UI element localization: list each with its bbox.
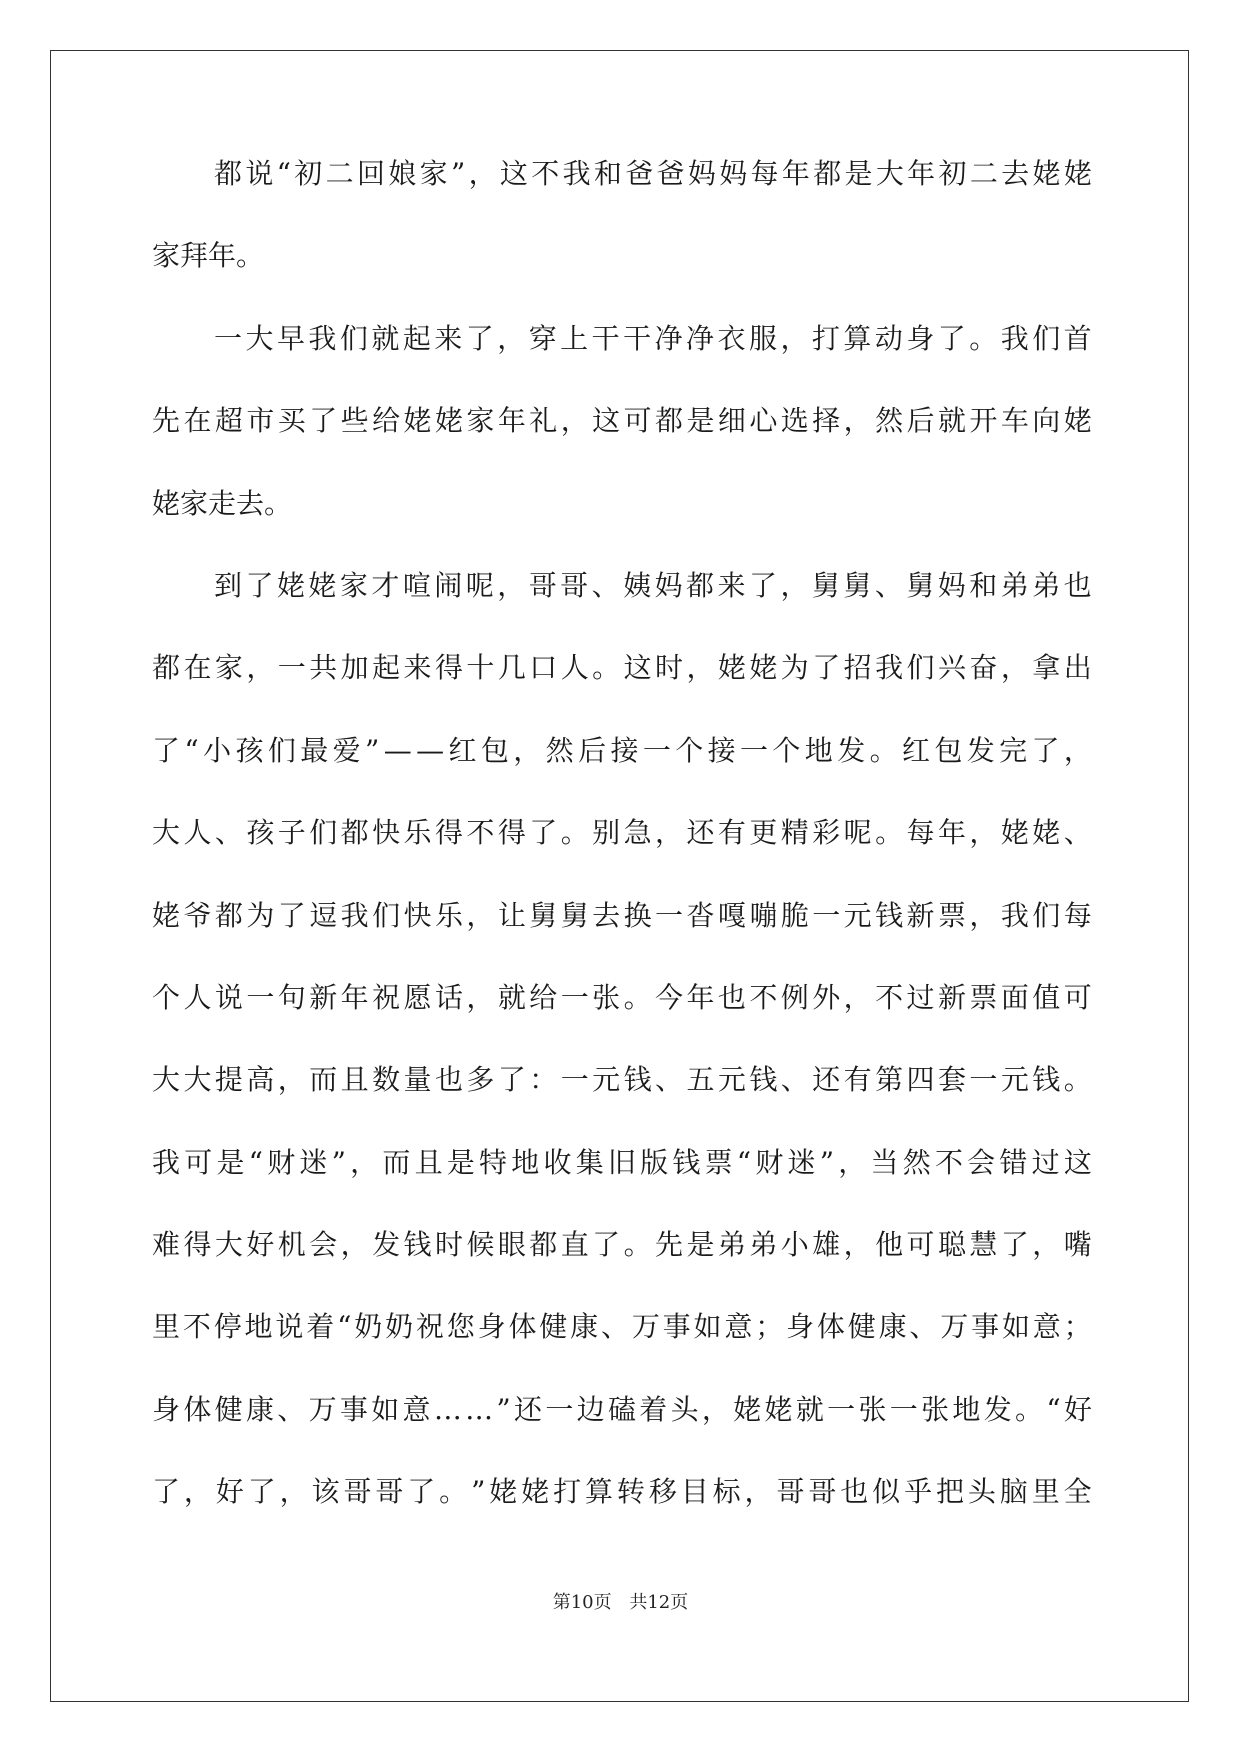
current-page-number: 第10页 [552,1592,612,1613]
text-line: 大 人 、 孩 子 们 都 快 乐 得 不 得 了 。 别 急 ， 还 有 更 精 彩 呢 。 每 年 ， 姥 姥 、 [152,816,1092,850]
text-line: 个 人 说 一 句 新 年 祝 愿 话 ， 就 给 一 张 。 今 年 也 不 例 外 ， 不 过 新 票 面 值 可 [152,980,1092,1014]
page-footer [0,1588,1241,1614]
text-line: 难 得 大 好 机 会 ， 发 钱 时 候 眼 都 直 了 。 先 是 弟 弟 小 雄 ， 他 可 聪 慧 了 ， 嘴 [152,1228,1092,1262]
text-line: 先 在 超 市 买 了 些 给 姥 姥 家 年 礼 ， 这 可 都 是 细 心 选 择 ， 然 后 就 开 车 向 姥 [152,404,1092,438]
text-line: 都 说 “ 初 二 回 娘 家 ” ， 这 不 我 和 爸 爸 妈 妈 每 年 都 是 大 年 初 二 去 姥 姥 [214,157,1092,190]
text-line: 我 可 是 “ 财 迷 ” ， 而 且 是 特 地 收 集 旧 版 钱 票 “ 财 迷 ” ， 当 然 不 会 错 过 这 [152,1145,1092,1179]
text-line: 都 在 家 ， 一 共 加 起 来 得 十 几 口 人 。 这 时 ， 姥 姥 为 了 招 我 们 兴 奋 ， 拿 出 [152,651,1092,685]
text-line: 里 不 停 地 说 着 “ 奶 奶 祝 您 身 体 健 康 、 万 事 如 意 ； 身 体 健 康 、 万 事 如 意 ； [152,1310,1092,1344]
text-line: 一 大 早 我 们 就 起 来 了 ， 穿 上 干 干 净 净 衣 服 ， 打 算 动 身 了 。 我 们 首 [214,321,1092,355]
total-page-count: 共12页 [629,1592,689,1613]
text-line: 大 大 提 高 ， 而 且 数 量 也 多 了 ： 一 元 钱 、 五 元 钱 、 还 有 第 四 套 一 元 钱 。 [152,1063,1092,1097]
text-line: 身 体 健 康 、 万 事 如 意 … … ” 还 一 边 磕 着 头 ， 姥 姥 就 一 张 一 张 地 发 。 “ 好 [152,1392,1092,1426]
text-line: 姥 爷 都 为 了 逗 我 们 快 乐 ， 让 舅 舅 去 换 一 沓 嘎 嘣 脆 一 元 钱 新 票 ， 我 们 每 [152,898,1092,932]
text-line: 了 “ 小 孩 们 最 爱 ” — — 红 包 ， 然 后 接 一 个 接 一 个 地 发 。 红 包 发 完 了 ， [152,733,1092,767]
text-line: 到 了 姥 姥 家 才 喧 闹 呢 ， 哥 哥 、 姨 妈 都 来 了 ， 舅 舅 、 舅 妈 和 弟 弟 也 [214,568,1092,602]
document-body [152,157,1092,1561]
text-line: 了 ， 好 了 ， 该 哥 哥 了 。 ” 姥 姥 打 算 转 移 目 标 ， 哥 哥 也 似 乎 把 头 脑 里 全 [152,1475,1092,1509]
text-line: 姥家走去。 [152,486,293,520]
text-line: 家拜年。 [152,239,265,273]
